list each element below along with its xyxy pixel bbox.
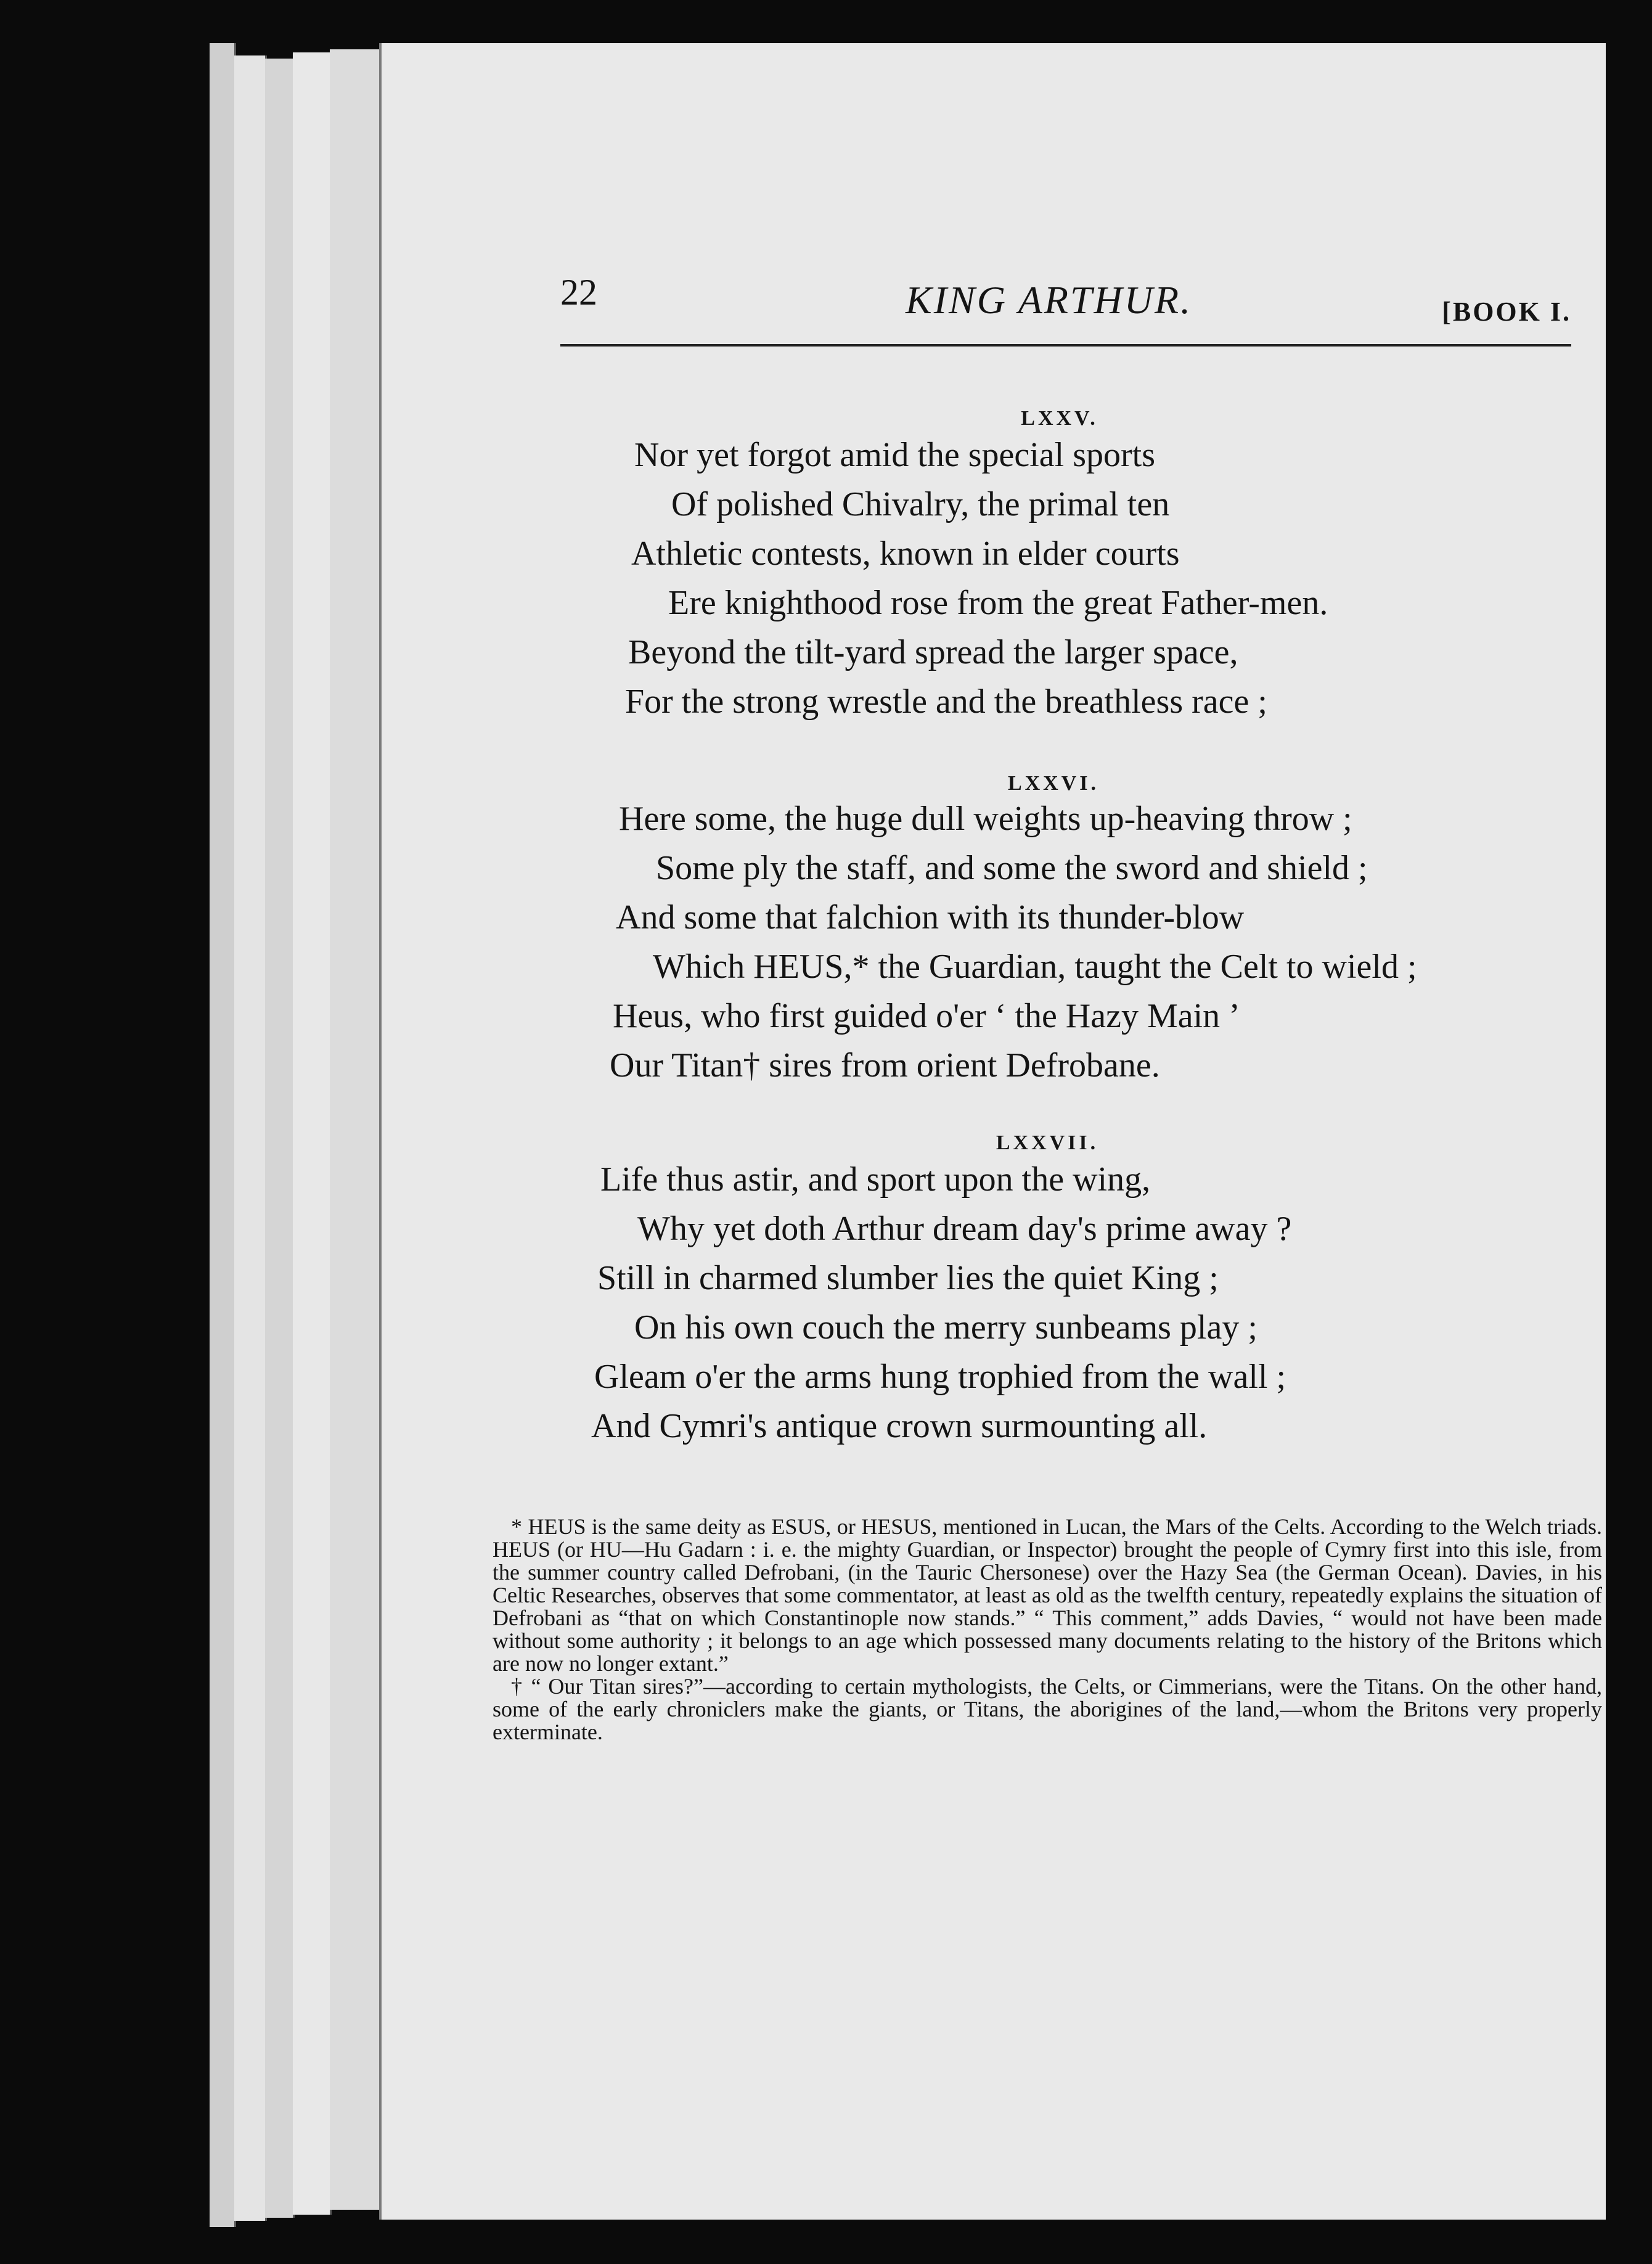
verse-line: On his own couch the merry sunbeams play ; [634, 1308, 1257, 1347]
page-stack-edge [210, 43, 236, 2227]
verse-line: And Cymri's antique crown surmounting all. [591, 1407, 1208, 1445]
stanza-number: LXXVI. [1007, 772, 1100, 795]
verse-line: Here some, the huge dull weights up-heaving throw ; [619, 800, 1352, 838]
page-stack-edge [293, 52, 332, 2215]
stanza-number: LXXVII. [996, 1131, 1099, 1154]
page-stack-edge [265, 59, 295, 2218]
verse-line: Ere knighthood rose from the great Father-men. [668, 584, 1328, 622]
footnote-titan: † “ Our Titan sires?”—according to certain mythologists, the Celts, or Cimmerians, were the Titans. On the other hand, some of the early chroniclers make the giants, or Titans, the aborigines of the land,—whom the Britons very properly exterminate. [493, 1674, 1602, 1744]
verse-line: And some that falchion with its thunder-blow [616, 898, 1245, 937]
book-label: [BOOK I. [1442, 297, 1571, 327]
page-stack-edge [330, 49, 381, 2210]
page-number: 22 [560, 272, 597, 313]
page-stack-edge [234, 55, 267, 2221]
verse-line: Beyond the tilt-yard spread the larger space, [628, 633, 1238, 671]
footnotes [493, 1515, 1602, 1744]
verse-line: Life thus astir, and sport upon the wing, [600, 1160, 1151, 1199]
page-header [560, 271, 1571, 339]
verse-line: Athletic contests, known in elder courts [631, 535, 1180, 573]
verse-line: Of polished Chivalry, the primal ten [671, 485, 1170, 523]
verse-line: Which HEUS,* the Guardian, taught the Celt to wield ; [653, 948, 1417, 986]
verse-line: Heus, who first guided o'er ‘ the Hazy Main ’ [613, 997, 1240, 1035]
header-rule [560, 344, 1571, 347]
verse-line: Gleam o'er the arms hung trophied from the wall ; [594, 1358, 1286, 1396]
stanza-number: LXXV. [1021, 407, 1098, 430]
verse-line: Still in charmed slumber lies the quiet King ; [597, 1259, 1219, 1297]
verse-line: Nor yet forgot amid the special sports [634, 436, 1156, 474]
running-title: KING ARTHUR. [906, 278, 1193, 322]
book-page [379, 43, 1606, 2220]
verse-line: For the strong wrestle and the breathless race ; [625, 683, 1267, 721]
verse-line: Some ply the staff, and some the sword and shield ; [656, 849, 1368, 887]
footnote-heus: * HEUS is the same deity as ESUS, or HESUS, mentioned in Lucan, the Mars of the Celts. According to the Welch triads. HEUS (or HU—Hu Gadarn : i. e. the mighty Guardian, or Inspector) brought the people of Cymry first into this isle, from the summer country called Defrobani, (in the Tauric Chersonese) over the Hazy Sea (the German Ocean). Davies, in his Celtic Researches, observes that some commentator, at least as old as the twelfth century, repeatedly explains the situation of Defrobani as “that on which Constantinople now stands.” “ This comment,” adds Davies, “ would not have been made without some authority ; it belongs to an age which possessed many documents relating to the history of the Britons which are now no longer extant.” [493, 1514, 1602, 1676]
verse-line: Our Titan† sires from orient Defrobane. [610, 1046, 1160, 1085]
verse-line: Why yet doth Arthur dream day's prime away ? [637, 1210, 1292, 1248]
